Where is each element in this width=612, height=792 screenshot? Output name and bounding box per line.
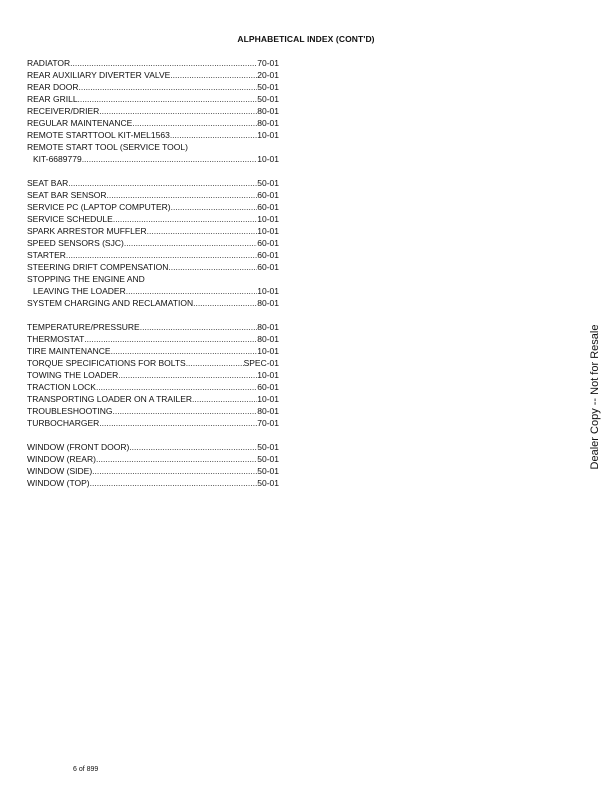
dot-leader — [84, 333, 257, 345]
index-entry-page: 50-01 — [257, 454, 279, 464]
index-entry-page: 50-01 — [257, 178, 279, 188]
dot-leader — [192, 393, 257, 405]
index-group — [27, 57, 279, 165]
index-entry — [27, 129, 279, 141]
dot-leader — [168, 261, 257, 273]
index-entry — [27, 57, 279, 69]
index-entry-label: STOPPING THE ENGINE AND — [27, 274, 145, 284]
index-entry-label: TOWING THE LOADER — [27, 370, 119, 380]
index-entry-label: TORQUE SPECIFICATIONS FOR BOLTS — [27, 358, 186, 368]
index-entry-label: SERVICE PC (LAPTOP COMPUTER) — [27, 202, 171, 212]
index-group — [27, 321, 279, 429]
index-entry-label: WINDOW (SIDE) — [27, 466, 93, 476]
dot-leader — [112, 405, 257, 417]
index-entry — [27, 189, 279, 201]
index-entry-label: REAR GRILL — [27, 94, 78, 104]
index-entry — [27, 93, 279, 105]
index-entry — [27, 237, 279, 249]
index-entry-page: 70-01 — [257, 58, 279, 68]
index-entry — [27, 321, 279, 333]
index-entry-page: 10-01 — [257, 394, 279, 404]
index-entry-page: 10-01 — [257, 130, 279, 140]
index-entry — [27, 369, 279, 381]
index-entry-label: WINDOW (REAR) — [27, 454, 96, 464]
index-entry — [27, 69, 279, 81]
index-entry-page: 60-01 — [257, 382, 279, 392]
index-entry-page: 80-01 — [257, 298, 279, 308]
index-entry-label: REAR AUXILIARY DIVERTER VALVE — [27, 70, 171, 80]
index-entry-page: 60-01 — [257, 262, 279, 272]
index-entry-page: 10-01 — [257, 286, 279, 296]
index-entry-page: 80-01 — [257, 118, 279, 128]
index-entry-label: WINDOW (FRONT DOOR) — [27, 442, 130, 452]
dot-leader — [113, 213, 257, 225]
index-entry — [27, 345, 279, 357]
dot-leader — [170, 69, 257, 81]
index-entry-label: SPEED SENSORS (SJC) — [27, 238, 124, 248]
index-entry-label: STARTER — [27, 250, 66, 260]
index-entry-label: TEMPERATURE/PRESSURE — [27, 322, 140, 332]
index-entry-label: SEAT BAR SENSOR — [27, 190, 107, 200]
dot-leader — [99, 417, 257, 429]
dot-leader — [118, 369, 257, 381]
index-entry-label: TRACTION LOCK — [27, 382, 96, 392]
index-entry-label: RADIATOR — [27, 58, 71, 68]
index-group — [27, 177, 279, 309]
index-entry — [27, 273, 279, 285]
index-entry-page: 20-01 — [257, 70, 279, 80]
index-entry-page: 60-01 — [257, 190, 279, 200]
index-entry — [27, 357, 279, 369]
dot-leader — [78, 93, 258, 105]
dealer-copy-watermark: Dealer Copy -- Not for Resale — [589, 324, 601, 470]
dot-leader — [193, 297, 257, 309]
dot-leader — [92, 465, 257, 477]
index-entry — [27, 81, 279, 93]
dot-leader — [70, 57, 257, 69]
page-title: ALPHABETICAL INDEX (CONT'D) — [237, 34, 375, 44]
index-entry-page: 50-01 — [257, 442, 279, 452]
dot-leader — [124, 237, 257, 249]
index-entry-label: TURBOCHARGER — [27, 418, 100, 428]
index-entry-label: REMOTE START TOOL (SERVICE TOOL) — [27, 142, 188, 152]
dot-leader — [96, 381, 257, 393]
index-entry-page: 50-01 — [257, 478, 279, 488]
dot-leader — [170, 129, 257, 141]
index-entry-page: 10-01 — [257, 214, 279, 224]
index-entry — [27, 105, 279, 117]
dot-leader — [96, 453, 257, 465]
index-entry — [27, 201, 279, 213]
index-entry-page: 10-01 — [257, 370, 279, 380]
index-entry-label: LEAVING THE LOADER — [33, 286, 126, 296]
dot-leader — [111, 345, 258, 357]
index-entry-page: 10-01 — [257, 154, 279, 164]
index-entry-label: REAR DOOR — [27, 82, 79, 92]
dot-leader — [78, 81, 257, 93]
index-entry — [27, 285, 279, 297]
index-entry-label: RECEIVER/DRIER — [27, 106, 100, 116]
index-entry-page: 60-01 — [257, 250, 279, 260]
page-number: 6 of 899 — [73, 766, 99, 773]
index-entry-label: REMOTE STARTTOOL KIT-MEL1563 — [27, 130, 170, 140]
index-group — [27, 441, 279, 489]
index-entry-label: SYSTEM CHARGING AND RECLAMATION — [27, 298, 194, 308]
index-entry-label: SPARK ARRESTOR MUFFLER — [27, 226, 147, 236]
index-entry-label: WINDOW (TOP) — [27, 478, 90, 488]
index-entry-page: 80-01 — [257, 334, 279, 344]
dot-leader — [82, 153, 258, 165]
index-entry — [27, 465, 279, 477]
index-entry-label: SERVICE SCHEDULE — [27, 214, 113, 224]
index-entry — [27, 477, 279, 489]
index-entry — [27, 441, 279, 453]
dot-leader — [68, 177, 257, 189]
index-entry-page: 50-01 — [257, 94, 279, 104]
index-entry — [27, 393, 279, 405]
dot-leader — [132, 117, 257, 129]
index-entry-label: SEAT BAR — [27, 178, 69, 188]
index-entry-page: 60-01 — [257, 202, 279, 212]
index-entry-label: TIRE MAINTENANCE — [27, 346, 111, 356]
index-entry — [27, 417, 279, 429]
index-entry — [27, 453, 279, 465]
dot-leader — [126, 285, 258, 297]
index-entry — [27, 381, 279, 393]
dot-leader — [186, 357, 244, 369]
dot-leader — [90, 477, 258, 489]
dot-leader — [107, 189, 258, 201]
index-entry-label: KIT-6689779 — [33, 154, 82, 164]
index-entry — [27, 153, 279, 165]
index-entry-page: 60-01 — [257, 238, 279, 248]
dot-leader — [129, 441, 257, 453]
index-entry-page: 50-01 — [257, 82, 279, 92]
index-entry — [27, 213, 279, 225]
index-entry-label: TRANSPORTING LOADER ON A TRAILER — [27, 394, 193, 404]
index-entry-page: 10-01 — [257, 346, 279, 356]
index-entry — [27, 297, 279, 309]
index-entry-page: 50-01 — [257, 466, 279, 476]
dot-leader — [66, 249, 257, 261]
index-entry-label: REGULAR MAINTENANCE — [27, 118, 133, 128]
index-entry-page: 80-01 — [257, 106, 279, 116]
index-entry — [27, 177, 279, 189]
index-entry-page: 80-01 — [257, 406, 279, 416]
index-entry — [27, 141, 279, 153]
index-entry-page: SPEC-01 — [243, 358, 279, 368]
index-entry — [27, 117, 279, 129]
index-entry-label: STEERING DRIFT COMPENSATION — [27, 262, 169, 272]
index-entry — [27, 225, 279, 237]
index-entry-label: THERMOSTAT — [27, 334, 85, 344]
index-entry — [27, 249, 279, 261]
index-entry-page: 10-01 — [257, 226, 279, 236]
index-entry-page: 70-01 — [257, 418, 279, 428]
index-entry — [27, 405, 279, 417]
dot-leader — [140, 321, 258, 333]
index-entry-page: 80-01 — [257, 322, 279, 332]
index-entry — [27, 333, 279, 345]
dot-leader — [99, 105, 257, 117]
dot-leader — [171, 201, 258, 213]
index-entry — [27, 261, 279, 273]
dot-leader — [147, 225, 258, 237]
index-entry-label: TROUBLESHOOTING — [27, 406, 113, 416]
alphabetical-index — [27, 57, 279, 501]
